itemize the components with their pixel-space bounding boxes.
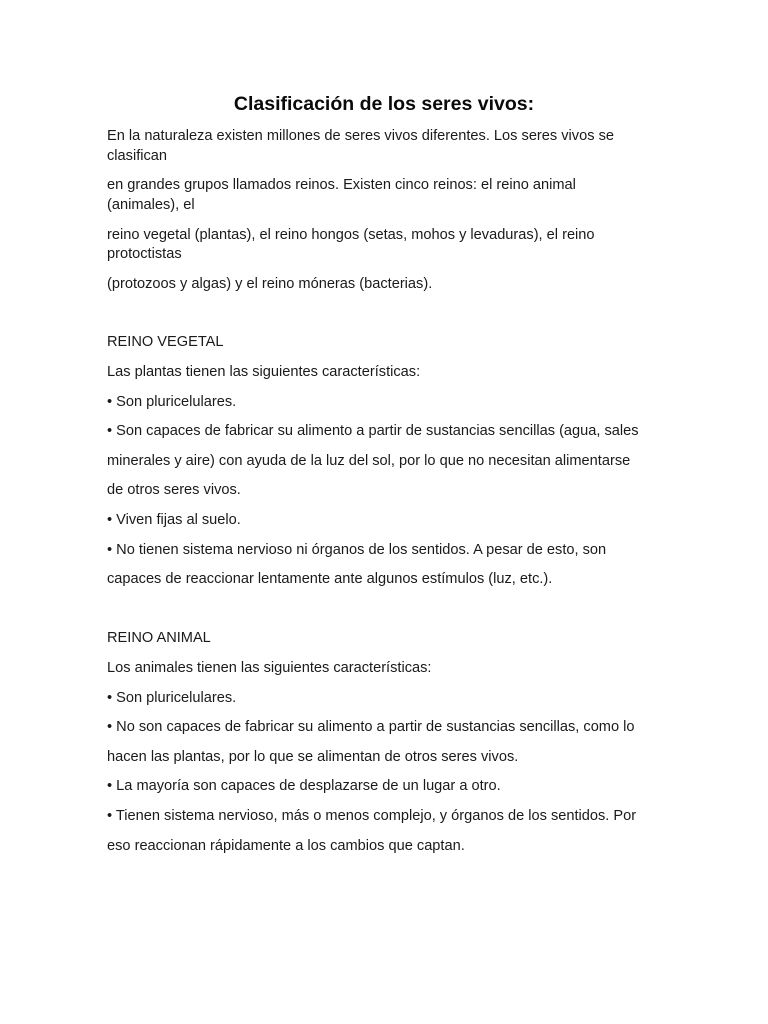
bullet-item: • Viven fijas al suelo. <box>107 512 241 528</box>
intro-line: en grandes grupos llamados reinos. Existen cinco reinos: el reino animal <box>107 177 576 193</box>
intro-line: En la naturaleza existen millones de seres vivos diferentes. Los seres vivos se <box>107 128 614 144</box>
bullet-item: • La mayoría son capaces de desplazarse de un lugar a otro. <box>107 778 501 794</box>
section-heading-reino-animal: REINO ANIMAL <box>107 630 211 646</box>
bullet-continuation: de otros seres vivos. <box>107 482 241 498</box>
section-heading-reino-vegetal: REINO VEGETAL <box>107 334 224 350</box>
intro-line: clasifican <box>107 148 168 164</box>
bullet-continuation: hacen las plantas, por lo que se alimentan de otros seres vivos. <box>107 749 519 765</box>
bullet-continuation: capaces de reaccionar lentamente ante algunos estímulos (luz, etc.). <box>107 571 553 587</box>
page-title: Clasificación de los seres vivos: <box>233 93 535 115</box>
bullet-continuation: eso reaccionan rápidamente a los cambios que captan. <box>107 838 465 854</box>
intro-line: reino vegetal (plantas), el reino hongos (setas, mohos y levaduras), el reino <box>107 227 595 243</box>
bullet-item: • No son capaces de fabricar su alimento a partir de sustancias sencillas, como lo <box>107 719 635 735</box>
bullet-continuation: minerales y aire) con ayuda de la luz del sol, por lo que no necesitan alimentarse <box>107 453 631 469</box>
intro-line: (animales), el <box>107 197 195 213</box>
bullet-item: • Tienen sistema nervioso, más o menos complejo, y órganos de los sentidos. Por <box>107 808 637 824</box>
bullet-item: • Son pluricelulares. <box>107 394 237 410</box>
intro-line: (protozoos y algas) y el reino móneras (bacterias). <box>107 276 433 292</box>
bullet-item: • No tienen sistema nervioso ni órganos de los sentidos. A pesar de esto, son <box>107 542 607 558</box>
bullet-item: • Son capaces de fabricar su alimento a partir de sustancias sencillas (agua, sales <box>107 423 639 439</box>
section-line: Las plantas tienen las siguientes características: <box>107 364 421 380</box>
intro-line: protoctistas <box>107 246 182 262</box>
section-line: Los animales tienen las siguientes características: <box>107 660 432 676</box>
bullet-item: • Son pluricelulares. <box>107 690 237 706</box>
